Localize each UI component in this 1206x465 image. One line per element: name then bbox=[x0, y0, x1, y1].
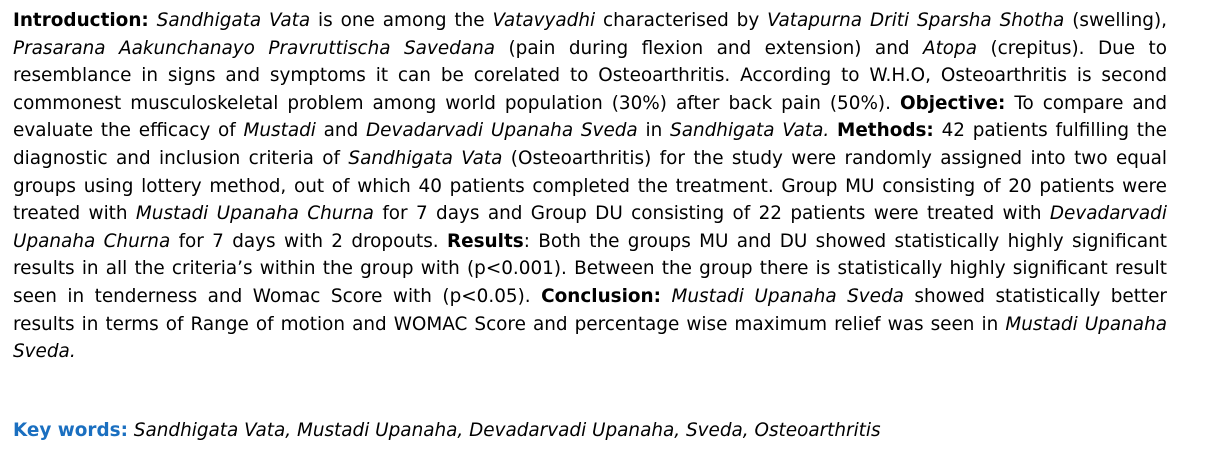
objective-text: in bbox=[637, 120, 671, 142]
objective-text bbox=[829, 120, 837, 141]
term: Mustadi Upanaha Churna bbox=[135, 203, 374, 225]
intro-text: (pain during flexion and extension) and bbox=[495, 37, 923, 59]
term: Prasarana Aakunchanayo Pravruttischa Savedana bbox=[13, 37, 496, 59]
intro-text bbox=[149, 10, 157, 31]
term: Devadarvadi Upanaha Sveda bbox=[366, 120, 638, 142]
term: Vatapurna Driti Sparsha Shotha bbox=[767, 10, 1065, 31]
methods-text: 42 patients fulfilling the diagnostic and inclusion criteria of bbox=[13, 120, 1167, 169]
term: Sandhigata Vata. bbox=[670, 120, 830, 142]
objective-text: To compare and evaluate the efficacy of bbox=[13, 92, 1167, 142]
term: Devadarvadi Upanaha Churna bbox=[13, 203, 1167, 252]
term: Mustadi Upanaha Sveda bbox=[671, 285, 904, 307]
term: Sandhigata Vata bbox=[348, 147, 503, 169]
methods-heading: Methods: bbox=[837, 120, 934, 142]
term: Sandhigata Vata bbox=[156, 10, 311, 31]
abstract-paragraph bbox=[13, 7, 1167, 366]
conclusion-text: showed statistically better results in terms of Range of motion and WOMAC Score and percentage wise maximum relief was seen in bbox=[13, 285, 1167, 335]
term: Vatavyadhi bbox=[492, 10, 596, 31]
objective-heading: Objective: bbox=[899, 92, 1006, 114]
conclusion-heading: Conclusion: bbox=[541, 285, 661, 307]
conclusion-text bbox=[661, 286, 672, 307]
intro-text: (swelling), bbox=[1064, 10, 1167, 31]
keywords-line bbox=[13, 417, 1173, 445]
term: Mustadi Upanaha Sveda. bbox=[13, 313, 1167, 363]
methods-text: (Osteoarthritis) for the study were randomly assigned into two equal groups using lottery method, out of which 40 patients completed the treatment. Group MU consisting of 20 patients were treated with bbox=[13, 147, 1167, 225]
intro-text: (crepitus). Due to resemblance in signs and symptoms it can be corelated to Osteoarthritis. According to W.H.O, Osteoarthritis is second commonest musculoskeletal problem among world population (30%) after back pain (50%). bbox=[13, 37, 1167, 114]
keywords-label: Key words: bbox=[13, 420, 128, 441]
intro-text: characterised by bbox=[595, 10, 768, 31]
keywords-list: Sandhigata Vata, Mustadi Upanaha, Devadarvadi Upanaha, Sveda, Osteoarthritis bbox=[127, 420, 881, 441]
results-heading: Results bbox=[446, 230, 524, 252]
results-text: : Both the groups MU and DU showed statistically highly significant results in all the criteria’s within the group with (p<0.001). Between the group there is statistically highly significant result seen in tenderness and Womac Score with (p<0.05). bbox=[13, 230, 1167, 307]
introduction-heading: Introduction: bbox=[13, 10, 149, 31]
methods-text: for 7 days and Group DU consisting of 22 patients were treated with bbox=[373, 203, 1050, 225]
intro-text: is one among the bbox=[310, 10, 493, 31]
term: Mustadi bbox=[243, 120, 316, 142]
objective-text: and bbox=[315, 120, 367, 142]
term: Atopa bbox=[923, 37, 977, 59]
methods-text: for 7 days with 2 dropouts. bbox=[170, 230, 447, 252]
